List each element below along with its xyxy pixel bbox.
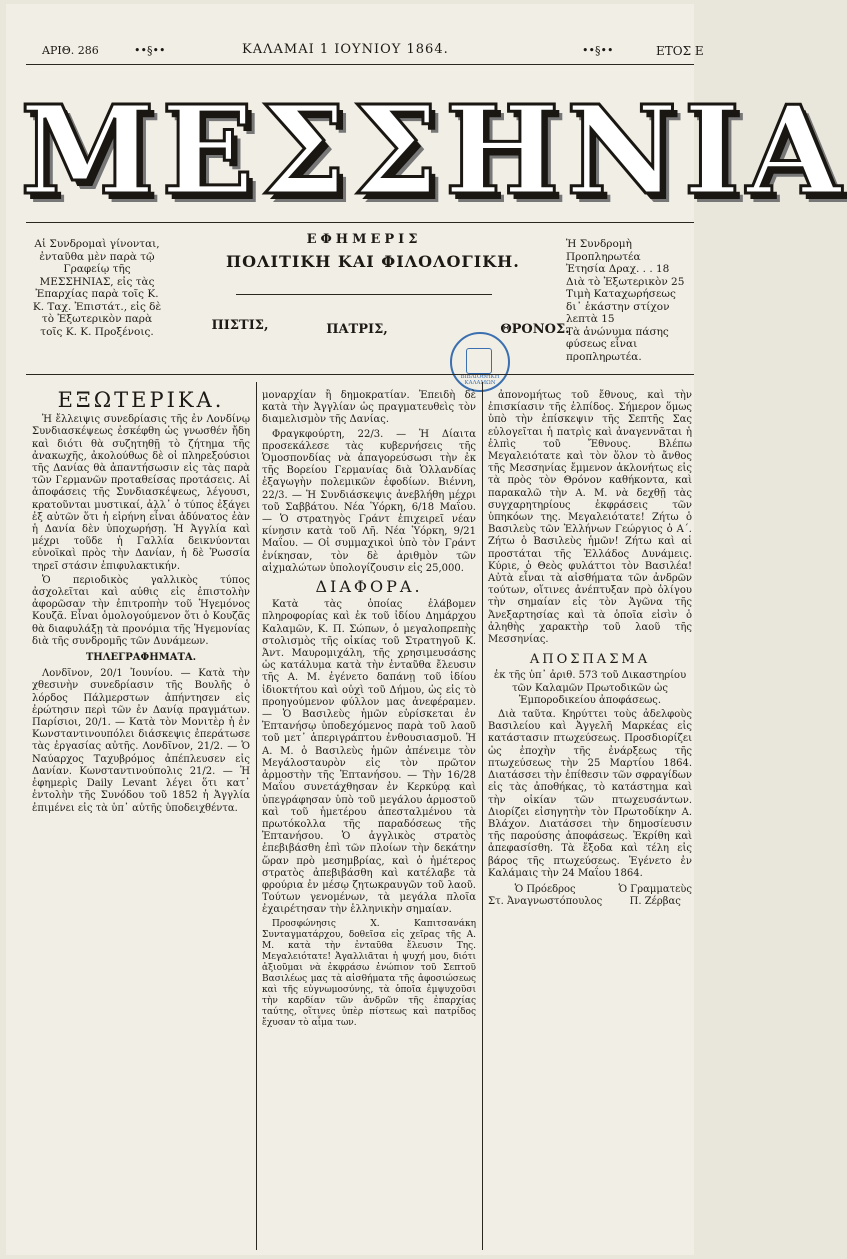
excerpt-sub: ἐκ τῆς ὑπ᾽ ἀριθ. 573 τοῦ Δικαστηρίου τῶν Καλαμῶν Πρωτοδικῶν ὡς Ἐμπορoδικείου ἀποφάσεως. (493, 670, 687, 706)
masthead-rule (26, 222, 694, 223)
subtitle-rule (236, 294, 492, 295)
motto-faith: ΠΙΣΤΙΣ, (211, 318, 269, 333)
newspaper-page (6, 4, 847, 1255)
excerpt-heading: ΑΠΟΣΠΑΣΜΑ (529, 652, 651, 668)
foreign-body: Ἡ ἔλλειψις συνεδρίασις τῆς ἐν Λονδίνῳ Συνδιασκέψεως ἐσκέφθη ὡς γνωσθέν ἤδη καὶ διότι θὰ συζητηθῇ τὸ ζήτημα τῆς ἀνακωχῆς, ἀκολούθως δὲ οἱ πληρεξούσιοι τῆς Δανίας θὰ ἀπαντήσωσιν εἰς τὰς παρὰ τῶν Γερμανῶν προταθείσας προτάσεις. Αἱ ἀποφάσεις τῆς Συνδιασκέψεως, λέγουσι, κρατοῦνται μυστικαί, ἀλλ᾽ ὁ τύπος ἐξάγει ἐξ αὐτῶν ὅτι ἡ εἰρήνη εἶναι ἀδύνατος ἐὰν ἡ Δανία δὲν ὑποχωρήσῃ. Ἡ Ἀγγλία καὶ μέχρι τοῦδε ἡ Γαλλία δεικνύονται εὐνοϊκαὶ πρὸς τὴν Δανίαν, ἡ δὲ Ῥωσσία τηρεῖ στάσιν ἐπιφυλακτικήν. (32, 414, 250, 572)
stamp-text: ΒΙΒΛΙΟΘΗΚΗ ΚΑΛΑΜΩΝ (460, 374, 500, 386)
top-rule (26, 64, 694, 65)
various-heading: ΔΙΑΦΟΡΑ. (315, 577, 423, 597)
various-letter: Προσφώνησις Χ. Καπιτσανάκη Συνταγματάρχου, δοθεῖσα εἰς χεῖρας τῆς Α. Μ. κατὰ τὴν ἐνταῦθα ἔλευσιν Της. Μεγαλειότατε! Ἀγαλλιᾶται ἡ ψυχή μου, διότι ἀξιοῦμαι νὰ ἐκφράσω ἐνώπιον τοῦ Σεπτοῦ Βασιλέως μας τὰ αἰσθήματα τῆς ἀφοσιώσεως καὶ τῆς εὐγνωμοσύνης, τὰ ὁποῖα ἐμψυχοῦσι τὴν καρδίαν τῶν ἀνδρῶν τῆς ἐπαρχίας ταύτης, οἵτινες ὑπὲρ πίστεως καὶ πατρίδος ἔχυσαν τὸ αἷμα των. (262, 918, 476, 1028)
motto-homeland: ΠΑΤΡΙΣ, (326, 322, 388, 337)
column-divider-1 (256, 382, 257, 1250)
library-stamp (450, 332, 510, 392)
book-icon (466, 348, 492, 374)
masthead-title: ΜΕΣΣΗΝΙΑ (20, 78, 847, 222)
ornament-right: ••§•• (582, 44, 614, 57)
signature-clerk-name: Π. Ζέρβας (629, 896, 681, 908)
signature-president-title: Ὁ Πρόεδρος (514, 883, 576, 895)
signature-clerk-title: Ὁ Γραμματεὺς (618, 883, 692, 895)
column-excerpt (488, 390, 692, 1250)
price-line4: Τιμὴ Καταχωρήσεως δι᾽ ἑκάστην στίχον λεπτὰ 15 (566, 288, 676, 325)
place-date: ΚΑΛΑΜΑΙ 1 ΙΟΥΝΙΟΥ 1864. (242, 42, 449, 57)
subscription-box: Αἱ Συνδρομαὶ γίνονται, ἐνταῦθα μὲν παρὰ τῷ Γραφείῳ τῆς ΜΕΣΣΗΝΙΑΣ, εἰς τὰς Ἐπαρχίας παρὰ τοῖς Κ. Κ. Ταχ. Ἐπιστάτ., εἰς δὲ τὸ Ἐξωτερικὸν παρὰ τοῖς Κ. Κ. Προξένοις. (32, 238, 162, 338)
masthead (20, 78, 847, 222)
subtitle-line2: ΠΟΛΙΤΙΚΗ ΚΑΙ ΦΙΛΟΛΟΓΙΚΗ. (226, 252, 520, 271)
subtitle-line1: ΕΦΗΜΕΡΙΣ (306, 232, 422, 247)
excerpt-intro: ἀπονομήτως τοῦ ἔθνους, καὶ τὴν ἐπισκίασιν τῆς ἐλπίδος. Σήμερον ὅμως ὑπὸ τὴν ἐπίσκεψιν τῆς Σεπτῆς Σας εὐλογεῖται ἡ πατρὶς καὶ ἀναγεννᾶται ἡ ἐλπὶς τοῦ Ἔθνους. Βλέπω Μεγαλειότατε καὶ τὸν ὅλον τὸ ἄνθος τῆς Μεσσηνίας ἔμμενον ἀκλονήτως εἰς τὰ πρὸς τὸν Θρόνον καθήκοντα, καὶ παρακαλῶ τὴν Α. Μ. νὰ δεχθῇ τὰς συγχαρητηρίους ἐκφράσεις τῶν ὑπηκόων της. Μεγαλειότατε! Ζήτω ὁ Βασιλεὺς τῶν Ἑλλήνων Γεώργιος ὁ Α΄. Ζήτω ὁ Βασιλεὺς ἡμῶν! Ζήτω καὶ αἱ προστάται τῆς Ἑλλάδος Δυνάμεις. Κύριε, ὁ Θεὸς φυλάττοι τὸν Βασιλέα! Αὐτὰ εἶναι τὰ αἰσθήματα τῶν ἀνδρῶν τούτων, οἵτινες ἀνέπτυξαν πρὸ ὀλίγου τὴν σημαίαν εἰς τὸν Ἀγῶνα τῆς Ἀνεξαρτησίας καὶ τὰ ὁποῖα εἰσὶν ὁ ἀληθὴς χαρακτὴρ τοῦ λαοῦ τῆς Μεσσηνίας. (488, 390, 692, 646)
issue-number: ΑΡΙΘ. 286 (42, 44, 99, 57)
excerpt-body: Διὰ ταῦτα. Κηρύττει τοὺς ἀδελφοὺς Βασιλείου καὶ Ἀγγελῆ Μαρκέας εἰς κατάστασιν πτωχεύσεως. Προσδιορίζει ὡς ἐποχὴν τῆς ἐνάρξεως τῆς πτωχεύσεως τὴν 25 Μαρτίου 1864. Διατάσσει τὴν ἐπίθεσιν τῶν σφραγίδων εἰς τὰς ἀποθήκας, τὸ κατάστημα καὶ τὴν οἰκίαν τῶν πτωχευσάντων. Διορίζει εἰσηγητὴν τὸν Πρωτοδίκην Α. Βλάχον. Διατάσσει τὴν δημοσίευσιν τῆς παρούσης ἀποφάσεως. Ἐκρίθη καὶ ἀπεφασίσθη. Τὰ ἔξοδα καὶ τέλη εἰς βάρος τῆς πτωχεύσεως. Ἐγένετο ἐν Καλάμαις τὴν 24 Μαΐου 1864. (488, 709, 692, 879)
price-line1: Ἡ Συνδρομὴ Προπληρωτέα (566, 238, 641, 263)
various-body: Κατὰ τὰς ὁποίας ἐλάβομεν πληροφορίας καὶ ἐκ τοῦ ἰδίου Δημάρχου Καλαμῶν, Κ. Π. Σώπων, ὁ μεγαλοπρεπὴς στολισμὸς τῆς οἰκίας τοῦ Στρατηγοῦ Κ. Ἀντ. Μαυρομιχάλη, τῆς χρησιμευσάσης ὡς κατάλυμα κατὰ τὴν ἐνταῦθα ἔλευσιν τῆς Α. Μ. ἐγένετο δαπάνῃ τοῦ ἰδίου ἰδιοκτήτου καὶ οὐχὶ τοῦ Δήμου, ὡς εἰς τὸ προηγούμενον φύλλον μας ἀνεφέραμεν. — Ὁ Βασιλεὺς ἡμῶν εὑρίσκεται ἐν Ἑπτανήσῳ ὑποδεχόμενος παρὰ τοῦ λαοῦ τοῦ μετ᾽ ἀπεριγράπτου ἐνθουσιασμοῦ. Ἡ Α. Μ. ὁ Βασιλεὺς ἡμῶν ἀπένειμε τὸν Μεγάλοσταυρὸν εἰς τὸν πρῶτον ἁρμοστὴν τῆς Ἑπτανήσου. — Τὴν 16/28 Μαΐου συνετάχθησαν ἐν Κερκύρᾳ καὶ ὑπεγράφησαν ὑπὸ τοῦ μεγάλου ἁρμοστοῦ καὶ τοῦ ἡμετέρου ἀπεσταλμένου τὰ πρωτόκολλα τῆς παραδόσεως τῆς Ἑπτανήσου. Ὁ ἀγγλικὸς στρατὸς ἐπεβιβάσθη ἐπὶ τῶν πλοίων τὴν δεκάτην ὥραν πρὸ μεσημβρίας, καὶ ὁ ἡμέτερος στρατὸς ἀπεβιβάσθη καὶ κατέλαβε τὰ φρούρια ἐν μέσῳ ζητωκραυγῶν τοῦ λαοῦ. Τούτων γενομένων, τὰ μεγάλα πλοῖα ἐχαιρέτησαν τὴν ἑλληνικὴν σημαίαν. (262, 599, 476, 916)
column-various (262, 390, 476, 1250)
price-line5: Τὰ ἀνώνυμα πάσης φύσεως εἶναι προπληρωτέα. (566, 325, 669, 363)
header-line (42, 44, 702, 62)
foreign-heading: ΕΞΩΤΕΡΙΚΑ. (57, 388, 225, 412)
column-divider-2 (482, 382, 483, 1250)
body-top-rule (26, 374, 694, 375)
column-foreign-news (32, 388, 250, 1250)
foreign-body-2: Ὁ περιοδικὸς γαλλικὸς τύπος ἀσχολεῖται καὶ αὐθις εἰς ἐπιστολὴν ἀφορῶσαν τὴν ἐπιτροπὴν τοῦ Ἡγεμόνος Κουζᾶ. Εἶναι ὁμολογούμενον ὅτι ὁ Κουζᾶς θὰ διαφυλάξῃ τὰ προνόμια τῆς Ἡγεμονίας διὰ τῆς συνδρομῆς τῶν Δυνάμεων. (32, 574, 250, 647)
telegram-body: Λονδῖνον, 20/1 Ἰουνίου. — Κατὰ τὴν χθεσινὴν συνεδρίασιν τῆς Βουλῆς ὁ λόρδος Πάλμερστων ἀπήντησεν εἰς ἐρώτησιν περὶ τῶν ἐν Δανίᾳ πραγμάτων. Παρίσιοι, 20/1. — Κατὰ τὸν Μονιτὲρ ἡ ἐν Κωνσταντινουπόλει διάσκεψις ἐπεράτωσε τὰς ἐργασίας αὐτῆς. Λονδῖνον, 21/2. — Ὁ Ναύαρχος Ταχυβρόμος ἀπέπλευσεν εἰς Δανίαν. Κωνσταντινούπολις 21/2. — Ἡ ἐφημερὶς Daily Levant λέγει ὅτι κατ᾽ ἐντολὴν τῆς Συνόδου τοῦ 1852 ἡ Ἀγγλία ἐπιμένει εἰς τὰ ὑπ᾽ αὐτῆς ὑποδειχθέντα. (32, 668, 250, 814)
signatures (488, 884, 692, 908)
price-box (566, 238, 694, 363)
year-label: ΕΤΟΣ Ε (656, 44, 704, 58)
motto-throne: ΘΡΟΝΟΣ. (500, 322, 570, 337)
various-intro: μοναρχίαν ἢ δημοκρατίαν. Ἐπειδὴ δὲ κατὰ τὴν Ἀγγλίαν ὡς πραγματευθεὶς τὸν διαμελισμὸν τῆς Δανίας. (262, 390, 476, 426)
ornament-left: ••§•• (134, 44, 166, 57)
telegram-heading: ΤΗΛΕΓΡΑΦΗΜΑΤΑ. (85, 652, 197, 664)
various-news: Φραγκφούρτη, 22/3. — Ἡ Δίαιτα προσεκάλεσε τὰς κυβερνήσεις τῆς Ὁμοσπονδίας νὰ ἀπαγορεύσωσι τὴν ἐκ τῆς Βορείου Γερμανίας διὰ Ὁλλανδίας ἐξαγωγὴν πολεμικῶν ἐφοδίων. Βιέννη, 22/3. — Ἡ Συνδιάσκεψις ἀνεβλήθη μέχρι τοῦ Σαββάτου. Νέα Ὑόρκη, 6/18 Μαΐου. — Ὁ στρατηγὸς Γράντ ἐπιχειρεῖ νέαν κίνησιν κατὰ τοῦ Λῆ. Νέα Ὑόρκη, 9/21 Μαΐου. — Οἱ συμμαχικοὶ ὑπὸ τὸν Γράντ ἐνίκησαν, τὸν δὲ ἀριθμὸν τῶν αἰχμαλώτων ὑπολογίζουσιν εἰς 25,000. (262, 428, 476, 574)
price-line2: Ἐτησία Δραχ. . . 18 (566, 263, 670, 275)
signature-president-name: Στ. Ἀναγνωστόπουλος (488, 896, 603, 908)
price-line3: Διὰ τὸ Ἐξωτερικὸν 25 (566, 275, 685, 288)
